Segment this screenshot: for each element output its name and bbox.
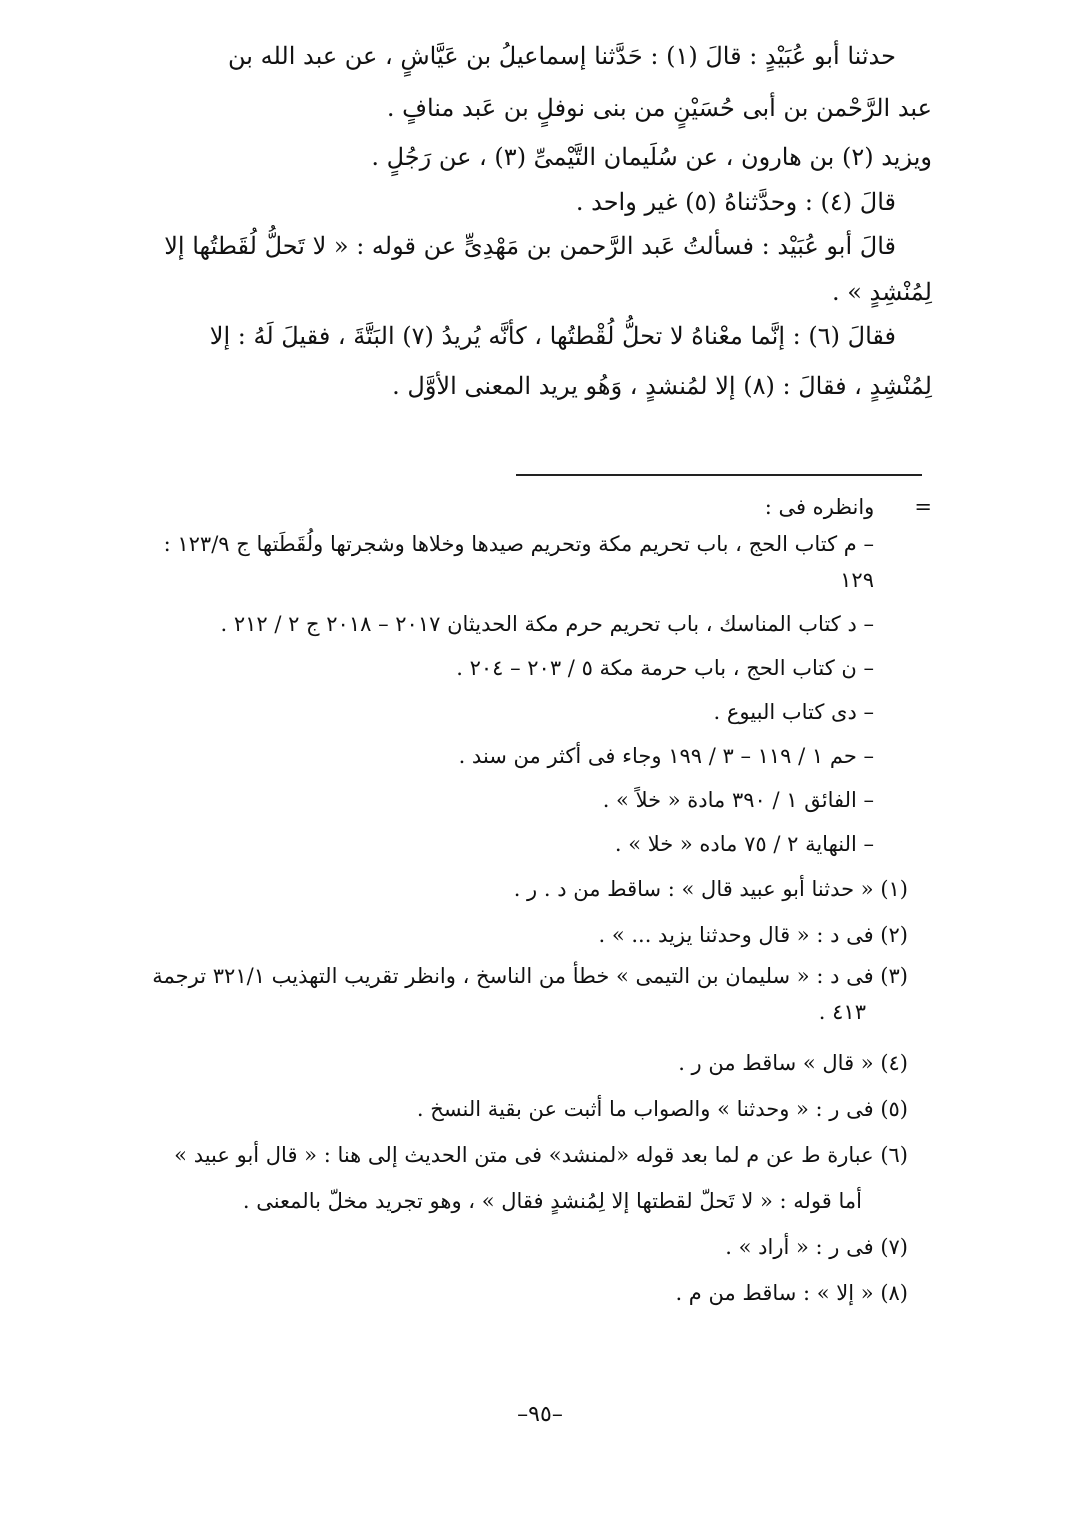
footnote-2: (٢) فى د : « قال وحدثنا يزيد ... » . bbox=[598, 923, 908, 947]
main-line: قالَ (٤) : وحدَّثناهُ (٥) غير واحد . bbox=[575, 188, 896, 216]
footnote-6: (٦) عبارة ط عن م لما بعد قوله «لمنشد» فى متن الحديث إلى هنا : « قال أبو عبيد » bbox=[174, 1143, 908, 1167]
footnote-3: (٣) فى د : « سليمان بن التيمى » خطأ من الناسخ ، وانظر تقريب التهذيب ٣٢١/١ ترجمة bbox=[152, 964, 908, 988]
main-line: لِمُنْشِدٍ ، فقالَ : (٨) إلا لمُنشدٍ ، وَهُو يريد المعنى الأوَّل . bbox=[392, 372, 932, 400]
source-item: – دى كتاب البيوع . bbox=[713, 700, 874, 724]
source-item: – د كتاب المناسك ، باب تحريم حرم مكة الحديثان ٢٠١٧ – ٢٠١٨ ج ٢ / ٢١٢ . bbox=[220, 612, 874, 636]
footnote-3-continuation: ٤١٣ . bbox=[818, 1000, 866, 1024]
source-item: – ن كتاب الحج ، باب حرمة مكة ٥ / ٢٠٣ – ٢٠٤ . bbox=[456, 656, 874, 680]
footnote-6-continuation: أما قوله : « لا تَحلّ لقطتها إلا لِمُنشدٍ فقال » ، وهو تجريد مخلّ بالمعنى . bbox=[242, 1189, 862, 1213]
footnote-8: (٨) « إلا » : ساقط من م . bbox=[675, 1281, 908, 1305]
page-number: –٩٥– bbox=[517, 1402, 563, 1427]
source-item: – حم ١ / ١١٩ – ٣ / ١٩٩ وجاء فى أكثر من سند . bbox=[458, 744, 874, 768]
footnote-5: (٥) فى ر : « وحدثنا » والصواب ما أثبت عن بقية النسخ . bbox=[416, 1097, 908, 1121]
source-item-continuation: ١٢٩ bbox=[840, 568, 874, 592]
footnote-1: (١) « حدثنا أبو عبيد قال » : ساقط من د . ر . bbox=[513, 877, 908, 901]
main-line: لِمُنْشِدٍ » . bbox=[831, 278, 932, 306]
footnote-7: (٧) فى ر : « أراد » . bbox=[725, 1235, 908, 1259]
main-line: ويزيد (٢) بن هارون ، عن سُلَيمان التَّيْمىِّ (٣) ، عن رَجُلٍ . bbox=[371, 143, 932, 171]
source-item: – م كتاب الحج ، باب تحريم مكة وتحريم صيدها وخلاها وشجرتها ولُقَطَتها ج ١٢٣/٩ : bbox=[163, 532, 874, 556]
source-item: – الفائق ١ / ٣٩٠ مادة « خلاً » . bbox=[602, 788, 874, 812]
main-line: حدثنا أبو عُبَيْدٍ : قالَ (١) : حَدَّثنا إسماعيلُ بن عَيَّاشٍ ، عن عبد الله بن bbox=[228, 42, 896, 70]
footnote-separator bbox=[516, 474, 922, 476]
main-line: قالَ أبو عُبَيْد : فسألتُ عَبد الرَّحمن بن مَهْدِىٍّ عن قوله : « لا تَحلُّ لُقَطتُها إلا bbox=[164, 232, 896, 260]
footnote-intro: وانظره فى : bbox=[764, 495, 875, 519]
source-item: – النهاية ٢ / ٧٥ ماده « خلا » . bbox=[614, 832, 874, 856]
main-line: فقالَ (٦) : إنَّما معْناهُ لا تحلُّ لُقْطتُها ، كأنَّه يُريدُ (٧) البَتَّةَ ، فقيلَ لَهُ : إلا bbox=[209, 322, 896, 350]
main-text bbox=[150, 32, 932, 412]
main-line: عبد الرَّحْمن بن أبى حُسَيْنٍ من بنى نوفلٍ بن عَبد منافٍ . bbox=[386, 94, 932, 122]
continuation-mark: = bbox=[914, 495, 932, 519]
footnotes bbox=[146, 490, 932, 1316]
footnote-continuation bbox=[146, 490, 932, 526]
footnote-4: (٤) « قال » ساقط من ر . bbox=[678, 1051, 908, 1075]
